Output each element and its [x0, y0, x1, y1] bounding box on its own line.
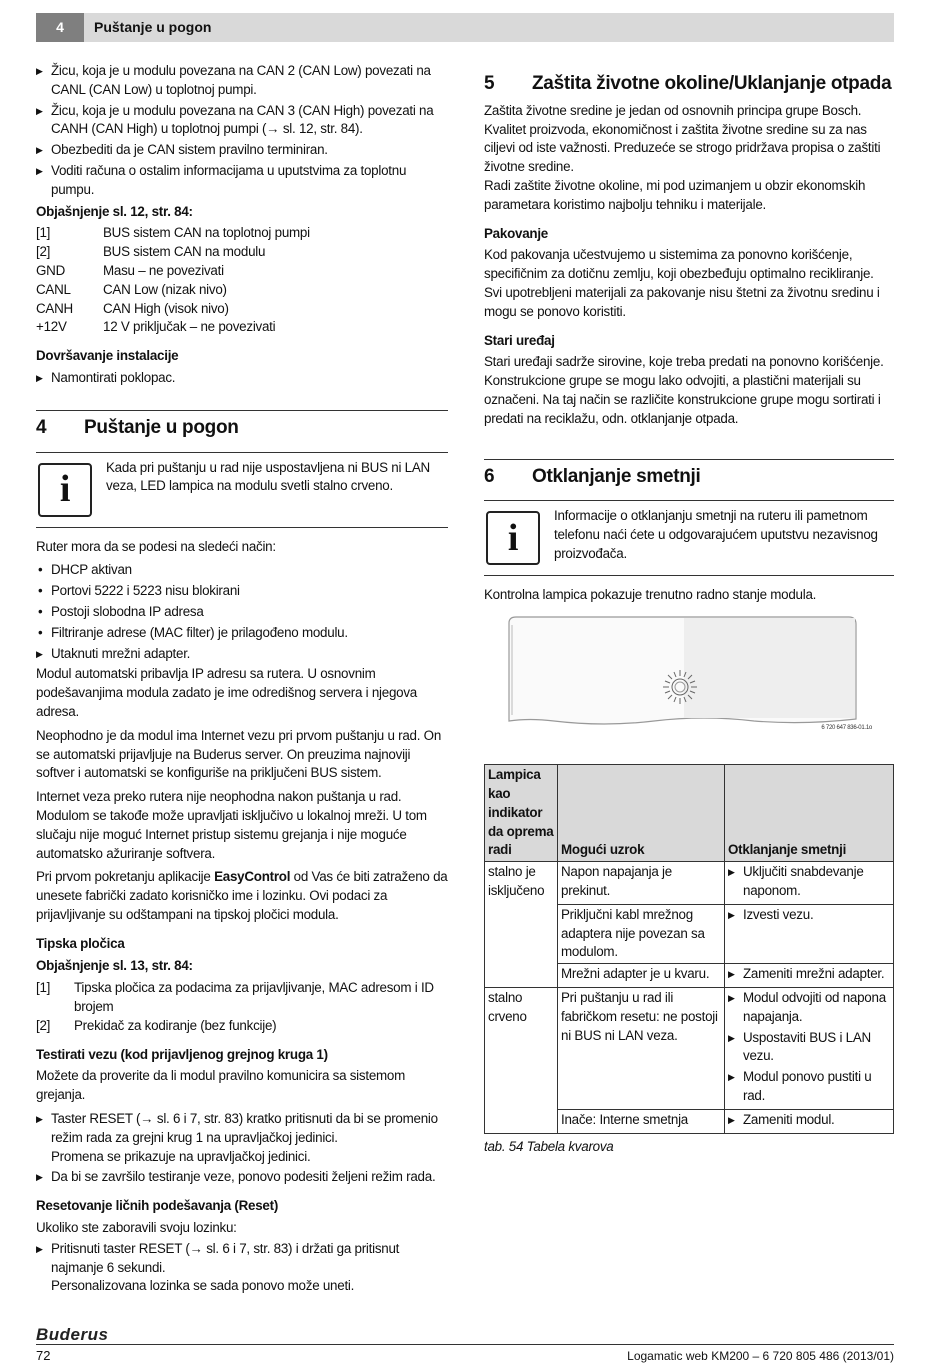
legend-row: [1] BUS sistem CAN na toplotnoj pumpi [36, 225, 310, 241]
bullet: • Filtriranje adrese (MAC filter) je prilagođeno modulu. [36, 624, 448, 643]
note-text: Informacije o otklanjanju smetnji na ruteru ili pametnom telefonu naći ćete u odgovarajućem uputstvu nezavisnog proizvođača. [554, 508, 878, 561]
document-reference: Logamatic web KM200 – 6 720 805 486 (2013/01) [627, 1349, 894, 1363]
paragraph: Internet veza preko rutera nije neophodna nakon puštanja u rad. Modulom se takođe može upravljati isključivo u lokalnoj mreži. U tom slučaju nije moguć Internet pristup sistemu grejanja i nije moguće automatsko ažuriranje softvera. [36, 789, 427, 861]
page-number: 72 [36, 1348, 51, 1363]
legend-title: Objašnjenje sl. 13, str. 84: [36, 958, 193, 974]
step: ▶ Utaknuti mrežni adapter. [36, 645, 448, 664]
table-header: Mogući uzrok [558, 765, 725, 862]
table-cell: Mrežni adapter je u kvaru. [558, 964, 725, 988]
table-cell: stalno crveno [485, 987, 558, 1133]
paragraph: Zaštita životne sredine je jedan od osnovnih principa grupe Bosch. Kvalitet proizvoda, ekonomičnost i zaštita životne sredine su za nas ciljevi od iste važnosti. Preduzeće se strogo pridržava propisa o zaštiti životne sredine. [484, 102, 881, 175]
step: ▶ Da bi se završilo testiranje veze, ponovo podesiti željeni režim rada. [36, 1168, 448, 1187]
table-header: Otklanjanje smetnji [725, 765, 894, 862]
section-4 [36, 410, 448, 528]
table-cell: Inače: Interne smetnja [558, 1109, 725, 1133]
legend-row: [1] Tipska pločica za podacima za prijavljivanje, MAC adresom i ID brojem [36, 980, 434, 1015]
step: ▶ Žicu, koja je u modulu povezana na CAN 2 (CAN Low) povezati na CANL (CAN Low) u toplotnoj pumpi. [36, 62, 448, 100]
table-header-row [485, 765, 894, 862]
subheading: Tipska pločica [36, 935, 125, 951]
step: ▶ Taster RESET (→ sl. 6 i 7, str. 83) kratko pritisnuti da bi se promenio režim rada za grejni krug 1 na upravljačkoj jedinici. [36, 1110, 448, 1148]
step: ▶ Pritisnuti taster RESET (→ sl. 6 i 7, str. 83) i držati ga pritisnut najmanje 6 sekundi. [36, 1240, 448, 1278]
left-column [36, 62, 448, 1301]
paragraph: Radi zaštite životne okoline, mi pod uzimanjem u obzir ekonomskih parametara koristimo najbolju tehniku i materijale. [484, 177, 866, 212]
subheading: Pakovanje [484, 225, 548, 241]
page-header [36, 13, 894, 42]
footer-divider [36, 1344, 894, 1345]
table-cell: stalno je isključeno [485, 862, 558, 988]
right-column [484, 75, 894, 1156]
section-heading: 6 Otklanjanje smetnji [484, 465, 701, 487]
brand-logo: Buderus [36, 1325, 109, 1344]
subheading: Testirati vezu (kod prijavljenog grejnog kruga 1) [36, 1046, 328, 1062]
paragraph: Modul automatski pribavlja IP adresu sa rutera. U osnovnim podešavanjima modula zadato je ime odredišnog servera i njegova adresa. [36, 666, 417, 719]
table-row [485, 987, 894, 1109]
table-cell: ▶ Uključiti snabdevanje naponom. [725, 862, 894, 905]
legend-row: [2] Prekidač za kodiranje (bez funkcije) [36, 1017, 277, 1033]
note-text: Kada pri puštanju u rad nije uspostavljena ni BUS ni LAN veza, LED lampica na modulu svetli stalno crveno. [106, 459, 430, 494]
bullet: • Portovi 5222 i 5223 nisu blokirani [36, 582, 448, 601]
step-result: Promena se prikazuje na upravljačkoj jedinici. [51, 1148, 311, 1164]
table-cell: ▶ Zameniti mrežni adapter. [725, 964, 894, 988]
section-heading: 5 Zaštita životne okoline/Uklanjanje otpada [484, 73, 892, 94]
step: ▶ Voditi računa o ostalim informacijama u uputstvima za toplotnu pumpu. [36, 162, 448, 200]
paragraph: Možete da proverite da li modul pravilno komunicira sa sistemom grejanja. [36, 1068, 406, 1103]
step: ▶ Namontirati poklopac. [36, 369, 448, 388]
subheading: Dovršavanje instalacije [36, 348, 179, 364]
info-icon: i [38, 463, 92, 517]
legend-row: +12V 12 V priključak – ne povezivati [36, 319, 276, 335]
section-6 [484, 459, 894, 577]
step-result: Personalizovana lozinka se sada ponovo može uneti. [51, 1278, 355, 1294]
paragraph: Neophodno je da modul ima Internet vezu pri prvom puštanju u rad. On se automatski prijavljuje na Buderus server. On preuzima najnoviji softver i automatski se konfiguriše na priključeni BUS sistem. [36, 727, 442, 781]
bullet: • Postoji slobodna IP adresa [36, 603, 448, 622]
table-cell: Pri puštanju u rad ili fabričkom resetu: ne postoji ni BUS ni LAN veza. [558, 987, 725, 1109]
fault-table [484, 764, 894, 1133]
step: ▶ Žicu, koja je u modulu povezana na CAN 3 (CAN High) povezati na CANH (CAN High) u toplotnoj pumpi (→ sl. 12, str. 84). [36, 102, 448, 140]
table-cell: ▶ Zameniti modul. [725, 1109, 894, 1133]
module-led-figure [504, 615, 874, 740]
subheading: Stari uređaj [484, 332, 555, 348]
info-icon: i [486, 511, 540, 565]
subheading: Resetovanje ličnih podešavanja (Reset) [36, 1198, 279, 1214]
table-cell: Priključni kabl mrežnog adaptera nije povezan sa modulom. [558, 904, 725, 963]
paragraph: Kontrolna lampica pokazuje trenutno radno stanje modula. [484, 587, 817, 603]
legend-row: CANL CAN Low (nizak nivo) [36, 281, 227, 297]
chapter-title: Puštanje u pogon [94, 19, 212, 35]
step: ▶ Obezbediti da je CAN sistem pravilno terminiran. [36, 141, 448, 160]
legend-title: Objašnjenje sl. 12, str. 84: [36, 203, 193, 219]
paragraph: Ruter mora da se podesi na sledeći način: [36, 538, 276, 554]
table-cell: Napon napajanja je prekinut. [558, 862, 725, 905]
legend-row: CANH CAN High (visok nivo) [36, 300, 229, 316]
paragraph: Pri prvom pokretanju aplikacije EasyControl od Vas će biti zatraženo da unesete fabrički zadato korisničko ime i lozinku. Ovi podaci za prijavljivanje su odštampani na tipskoj pločici modula. [36, 869, 448, 922]
legend-row: [2] BUS sistem CAN na modulu [36, 244, 266, 260]
section-heading: 4 Puštanje u pogon [36, 416, 239, 438]
table-row [485, 862, 894, 905]
paragraph: Stari uređaji sadrže sirovine, koje treba predati na ponovno korišćenje. Konstrukcione grupe se mogu lako odvojiti, a plastični materijali su označeni. Na taj način se različite konstrukcione grupe mogu sortirati i predati na reciklažu, odn. otklanjanje otpada. [484, 354, 884, 426]
chapter-number: 4 [36, 13, 84, 42]
legend-row: GND Masu – ne povezivati [36, 262, 224, 278]
bullet: • DHCP aktivan [36, 561, 448, 580]
paragraph: Kod pakovanja učestvujemo u sistemima za ponovno korišćenje, specifičnim za dotičnu zemlju, koji obezbeđuju optimalno recikliranje. Svi upotrebljeni materijali za pakovanje nisu štetni za životnu sredinu i mogu se ponovo koristiti. [484, 247, 880, 319]
info-note [484, 500, 894, 576]
figure-code: 6 720 647 836-01.1o [821, 725, 872, 732]
module-drawing [504, 615, 874, 740]
table-caption: tab. 54 Tabela kvarova [484, 1138, 614, 1154]
paragraph: Ukoliko ste zaboravili svoju lozinku: [36, 1220, 237, 1236]
table-header: Lampica kao indikator da oprema radi [485, 765, 558, 862]
info-note [36, 452, 448, 528]
table-cell: ▶ Modul odvojiti od napona napajanja. ▶ Uspostaviti BUS i LAN vezu. ▶ Modul ponovo pustiti u rad. [725, 987, 894, 1109]
table-cell: ▶ Izvesti vezu. [725, 904, 894, 963]
